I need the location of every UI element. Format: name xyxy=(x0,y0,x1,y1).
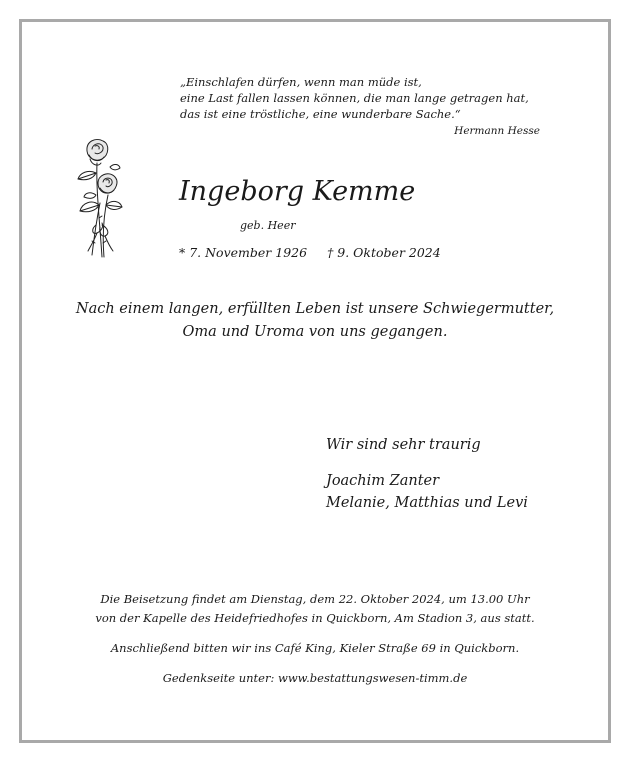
quote-line: das ist eine tröstliche, eine wunderbare Sache.“ xyxy=(180,107,461,121)
birth-date: * 7. November 1926 xyxy=(179,245,308,260)
mourner-name: Joachim Zanter xyxy=(326,473,440,489)
funeral-line: von der Kapelle des Heidefriedhofes in Quickborn, Am Stadion 3, aus statt. xyxy=(95,611,535,625)
maiden-name: geb. Heer xyxy=(240,219,296,232)
message-line: Nach einem langen, erfüllten Leben ist unsere Schwiegermutter, xyxy=(75,301,555,317)
family-signoff xyxy=(326,434,528,514)
funeral-info xyxy=(22,590,608,688)
quote-line: eine Last fallen lassen können, die man lange getragen hat, xyxy=(180,91,529,105)
mourner-name: Melanie, Matthias und Levi xyxy=(326,495,528,511)
message-line: Oma und Uroma von uns gegangen. xyxy=(182,324,448,340)
funeral-line: Die Beisetzung findet am Dienstag, dem 22. Oktober 2024, um 13.00 Uhr xyxy=(100,592,530,606)
signoff-sentiment: Wir sind sehr traurig xyxy=(326,437,481,453)
announcement-message xyxy=(22,298,608,344)
life-dates xyxy=(179,245,441,260)
quote-block xyxy=(180,74,540,139)
quote-author: Hermann Hesse xyxy=(454,125,540,137)
deceased-name: Ingeborg Kemme xyxy=(179,176,416,207)
death-date: † 9. Oktober 2024 xyxy=(327,245,441,260)
rose-icon xyxy=(66,133,126,259)
quote-line: „Einschlafen dürfen, wenn man müde ist, xyxy=(180,75,422,89)
reception-line: Anschließend bitten wir ins Café King, Kieler Straße 69 in Quickborn. xyxy=(110,641,520,655)
memorial-page-line: Gedenkseite unter: www.bestattungswesen-timm.de xyxy=(162,671,468,685)
